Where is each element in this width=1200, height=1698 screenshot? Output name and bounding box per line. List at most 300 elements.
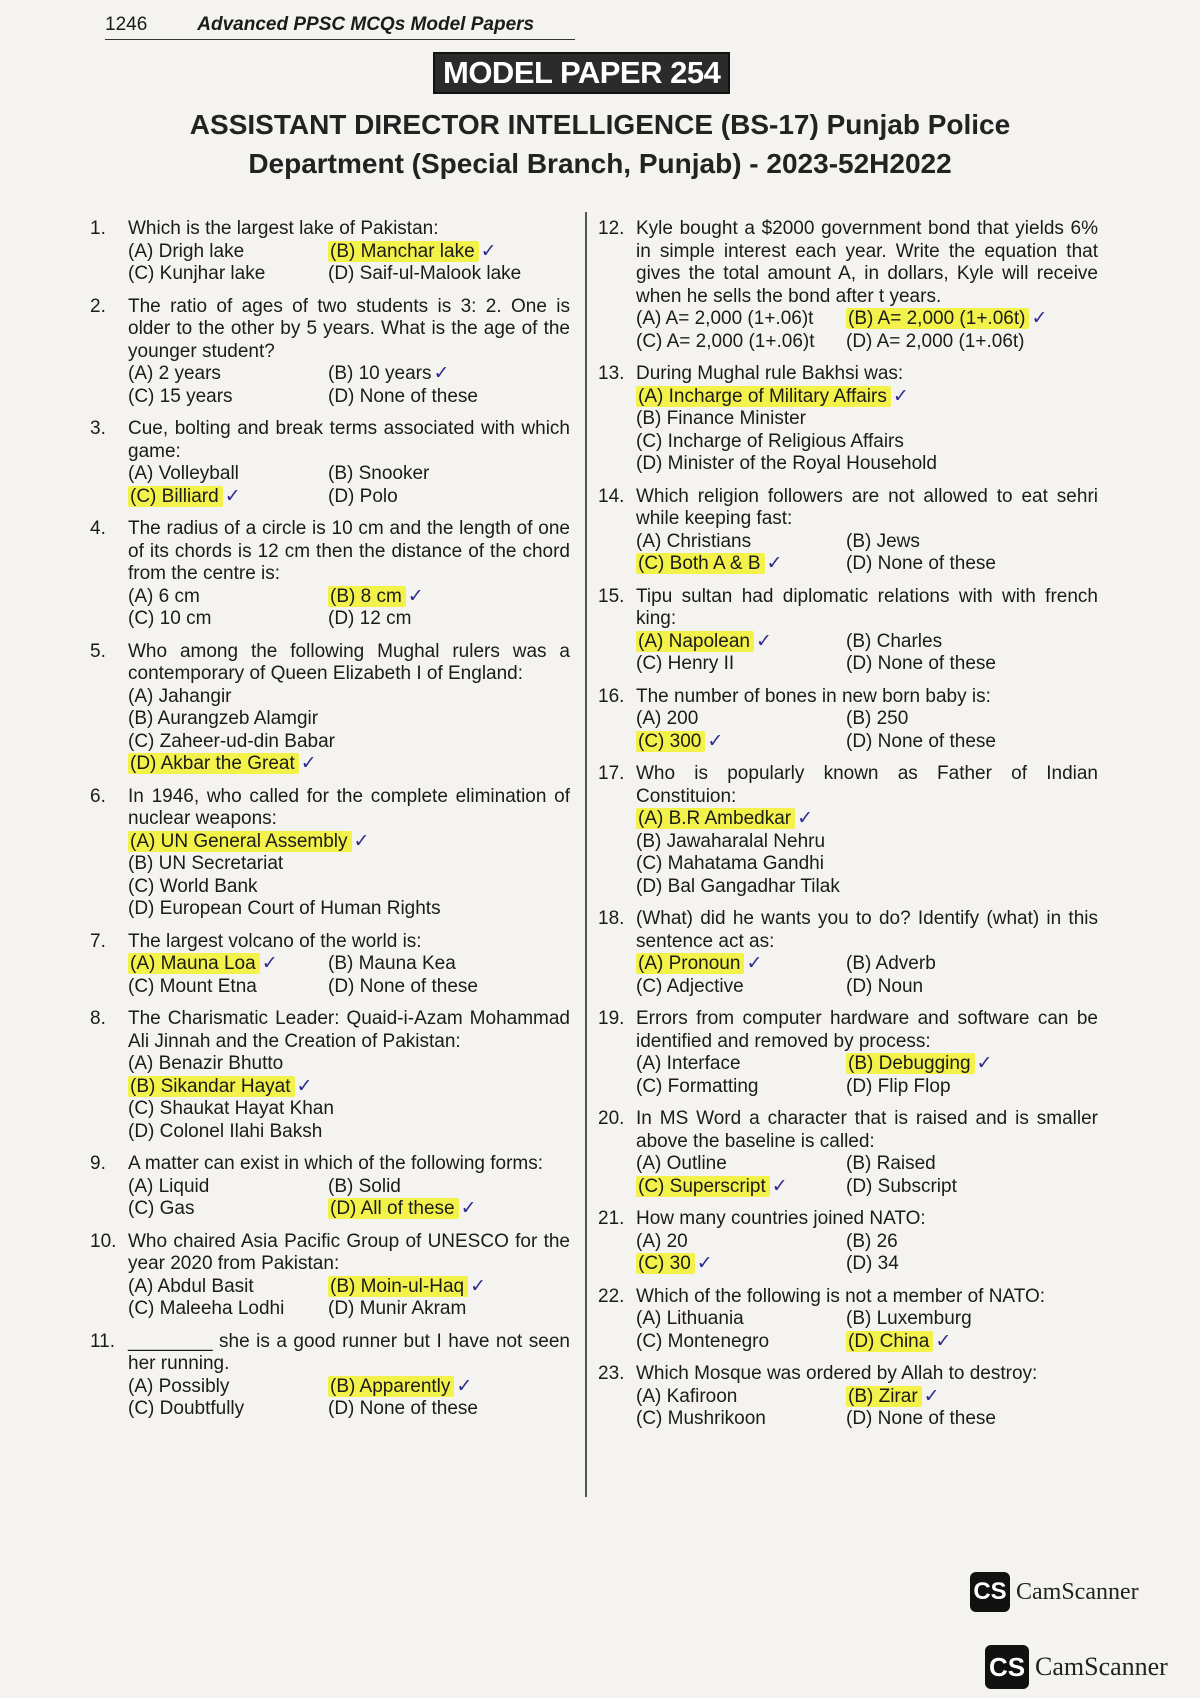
answer-option-text: (D) 12 cm [328, 608, 412, 629]
question-number: 19. [598, 1008, 625, 1029]
question-item [90, 786, 570, 921]
answer-option-text: (C) A= 2,000 (1+.06)t [636, 330, 815, 352]
answer-options [128, 1376, 570, 1421]
camscanner-watermark [970, 1572, 1139, 1612]
checkmark-icon: ✓ [407, 585, 424, 607]
answer-option [128, 898, 570, 921]
answer-option-text: (C) Superscript [636, 1176, 770, 1197]
answer-option [846, 1408, 1098, 1431]
question-item [598, 586, 1098, 676]
answer-option-marked [328, 1276, 570, 1299]
answer-options [636, 1386, 1098, 1431]
answer-options [636, 1053, 1098, 1098]
checkmark-icon: ✓ [755, 630, 772, 652]
question-item [90, 931, 570, 999]
answer-option [636, 308, 846, 331]
answer-option [128, 1276, 328, 1299]
answer-option-text: (D) Noun [846, 975, 924, 997]
answer-option-text: (D) None of these [846, 730, 996, 752]
answer-option-text: (A) Jahangir [128, 685, 232, 707]
answer-option [636, 431, 1098, 454]
answer-option-marked [636, 808, 1098, 831]
answer-option-text: (C) Shaukat Hayat Khan [128, 1098, 334, 1119]
answer-option [846, 976, 1098, 999]
answer-option [128, 1198, 328, 1221]
checkmark-icon: ✓ [261, 953, 278, 974]
answer-option-text: (D) None of these [846, 1408, 996, 1429]
answer-option [636, 976, 846, 999]
paper-title [60, 105, 1140, 183]
answer-option [846, 653, 1098, 676]
question-number: 2. [90, 295, 106, 317]
answer-option-marked [636, 1253, 846, 1276]
answer-option-text: (D) All of these [328, 1198, 459, 1219]
answer-option-text: (C) 300 [636, 731, 705, 752]
answer-option [328, 386, 570, 409]
answer-option-marked [636, 553, 846, 576]
answer-option-text: (C) Mount Etna [128, 975, 257, 997]
answer-option-text: (A) UN General Assembly [128, 831, 352, 852]
answer-option-text: (B) Charles [846, 630, 943, 652]
answer-option [128, 876, 570, 899]
answer-option [846, 1076, 1098, 1099]
answer-option-text: (D) None of these [328, 1398, 478, 1419]
question-item [90, 218, 570, 286]
answer-option-marked [636, 1176, 846, 1199]
answer-options [636, 386, 1098, 476]
answer-option-text: (C) Doubtfully [128, 1398, 245, 1419]
answer-option [846, 1176, 1098, 1199]
answer-option [636, 1231, 846, 1254]
answer-option [128, 686, 570, 709]
question-text: Kyle bought a $2000 government bond that yields 6% in simple interest each year. Write the equation that gives the total amount A, in dollars, Kyle will receive when he sells the bond after t years. [636, 218, 1098, 307]
question-number: 15. [598, 585, 625, 607]
answer-option-text: (B) Jews [846, 530, 920, 552]
answer-option [846, 1308, 1098, 1331]
answer-option-text: (A) Liquid [128, 1175, 210, 1197]
question-item [598, 686, 1098, 754]
answer-option-text: (A) Incharge of Military Affairs [636, 386, 891, 407]
answer-option [128, 708, 570, 731]
camscanner-logo-icon: CS [985, 1645, 1029, 1689]
answer-option [636, 331, 846, 354]
answer-option [636, 531, 846, 554]
checkmark-icon: ✓ [746, 953, 763, 974]
question-item [598, 1363, 1098, 1431]
answer-option-text: (D) None of these [846, 653, 996, 674]
answer-option-text: (A) B.R Ambedkar [636, 808, 795, 829]
question-number: 16. [598, 685, 625, 707]
answer-option [636, 1308, 846, 1331]
model-paper-badge: MODEL PAPER 254 [433, 52, 730, 94]
answer-option-marked [128, 953, 328, 976]
answer-option [128, 1176, 328, 1199]
camscanner-logo-icon: CS [970, 1572, 1010, 1612]
answer-option-text: (B) 250 [846, 708, 909, 729]
answer-option [328, 608, 570, 631]
left-question-column [90, 218, 570, 1431]
answer-option-marked [846, 1386, 1098, 1409]
question-item [90, 1008, 570, 1143]
answer-option-text: (C) World Bank [128, 875, 258, 897]
answer-option-marked [328, 1198, 570, 1221]
answer-option-marked [636, 386, 1098, 409]
running-header [105, 14, 575, 40]
answer-option [128, 586, 328, 609]
answer-option [128, 853, 570, 876]
answer-option [328, 976, 570, 999]
checkmark-icon: ✓ [470, 1275, 487, 1297]
question-item [598, 218, 1098, 353]
answer-option-text: (A) Pronoun [636, 953, 744, 974]
question-number: 1. [90, 218, 106, 239]
answer-options [636, 1308, 1098, 1353]
question-number: 12. [598, 218, 625, 239]
answer-option-text: (B) Luxemburg [846, 1308, 972, 1329]
answer-option-text: (B) Moin-ul-Haq [328, 1276, 468, 1297]
answer-option [846, 708, 1098, 731]
question-number: 5. [90, 640, 106, 662]
checkmark-icon: ✓ [976, 1053, 993, 1074]
answer-option [636, 1076, 846, 1099]
checkmark-icon: ✓ [1031, 308, 1048, 329]
checkmark-icon: ✓ [460, 1198, 477, 1219]
answer-option [636, 1331, 846, 1354]
answer-option-marked [328, 586, 570, 609]
question-item [90, 418, 570, 508]
question-text: Tipu sultan had diplomatic relations with with french king: [636, 585, 1098, 629]
question-item [598, 1208, 1098, 1276]
camscanner-text: CamScanner [1016, 1578, 1139, 1605]
answer-option [846, 1153, 1098, 1176]
answer-option-marked [846, 308, 1098, 331]
answer-option-text: (C) Mushrikoon [636, 1408, 766, 1429]
answer-option [636, 408, 1098, 431]
answer-option [328, 463, 570, 486]
answer-option [636, 1408, 846, 1431]
answer-option [846, 1231, 1098, 1254]
answer-option-text: (B) Jawaharalal Nehru [636, 830, 826, 852]
question-number: 21. [598, 1208, 625, 1229]
answer-option [846, 731, 1098, 754]
answer-options [636, 631, 1098, 676]
answer-option [636, 853, 1098, 876]
question-item [90, 1331, 570, 1421]
answer-option-text: (B) 8 cm [328, 586, 406, 607]
answer-options [636, 1153, 1098, 1198]
question-text: The largest volcano of the world is: [128, 930, 422, 952]
answer-option [128, 1121, 570, 1144]
answer-options [128, 1276, 570, 1321]
question-text: Cue, bolting and break terms associated with which game: [128, 418, 570, 462]
question-number: 9. [90, 1153, 106, 1174]
answer-option-text: (D) Flip Flop [846, 1075, 951, 1097]
answer-option-text: (D) None of these [846, 553, 996, 574]
answer-option-text: (D) China [846, 1331, 933, 1352]
answer-options [636, 308, 1098, 353]
camscanner-text: CamScanner [1035, 1652, 1168, 1681]
answer-option-text: (D) Minister of the Royal Household [636, 453, 937, 474]
answer-option-text: (A) 6 cm [128, 585, 200, 607]
answer-option-text: (B) Debugging [846, 1053, 975, 1074]
question-text: Who among the following Mughal rulers was a contemporary of Queen Elizabeth I of England: [128, 640, 570, 684]
answer-option-text: (C) Adjective [636, 975, 744, 997]
question-text: The ratio of ages of two students is 3: 2. One is older to the other by 5 years. What is the age of the younger student? [128, 295, 570, 362]
question-number: 3. [90, 418, 106, 439]
question-item [598, 1008, 1098, 1098]
answer-options [128, 241, 570, 286]
answer-option-text: (A) Kafiroon [636, 1385, 738, 1407]
answer-option-marked [636, 953, 846, 976]
answer-option-text: (D) Bal Gangadhar Tilak [636, 875, 840, 897]
checkmark-icon: ✓ [433, 363, 450, 384]
question-text: In 1946, who called for the complete elimination of nuclear weapons: [128, 785, 570, 829]
answer-option [636, 831, 1098, 854]
answer-option-text: (B) 26 [846, 1230, 898, 1252]
answer-option-text: (D) None of these [328, 385, 478, 407]
checkmark-icon: ✓ [480, 240, 497, 262]
question-number: 23. [598, 1363, 625, 1384]
answer-option [128, 1298, 328, 1321]
answer-option-text: (C) Incharge of Religious Affairs [636, 430, 904, 452]
answer-option [128, 608, 328, 631]
answer-option-marked [846, 1331, 1098, 1354]
answer-option-text: (C) Henry II [636, 653, 735, 674]
question-item [598, 763, 1098, 898]
checkmark-icon: ✓ [696, 1253, 713, 1274]
question-item [598, 363, 1098, 476]
paper-title-line-2: Department (Special Branch, Punjab) - 2023-52H2022 [248, 148, 952, 179]
answer-options [636, 1231, 1098, 1276]
answer-option [328, 263, 570, 286]
page-number: 1246 [105, 14, 148, 35]
answer-option [636, 453, 1098, 476]
answer-option-text: (A) 20 [636, 1230, 688, 1252]
answer-option-text: (D) Colonel Ilahi Baksh [128, 1120, 323, 1142]
answer-option [636, 876, 1098, 899]
answer-options [128, 831, 570, 921]
column-divider [585, 212, 587, 1497]
answer-option [846, 1253, 1098, 1276]
answer-option-marked [328, 363, 570, 386]
answer-option-text: (A) Abdul Basit [128, 1275, 254, 1297]
question-number: 4. [90, 518, 106, 539]
answer-option-text: (B) Manchar lake [328, 241, 479, 262]
question-text: The Charismatic Leader: Quaid-i-Azam Mohammad Ali Jinnah and the Creation of Pakistan: [128, 1008, 570, 1052]
answer-option [328, 1298, 570, 1321]
checkmark-icon: ✓ [456, 1375, 473, 1397]
answer-option-text: (A) Interface [636, 1053, 741, 1074]
right-question-column [598, 218, 1098, 1441]
answer-option-marked [328, 1376, 570, 1399]
question-item [90, 1231, 570, 1321]
answer-option-marked [636, 731, 846, 754]
answer-option-text: (B) 10 years [328, 363, 432, 384]
answer-option-text: (C) Gas [128, 1198, 195, 1219]
answer-option-text: (B) Solid [328, 1175, 401, 1197]
answer-option [846, 631, 1098, 654]
question-number: 18. [598, 908, 625, 929]
checkmark-icon: ✓ [707, 730, 724, 752]
answer-option-text: (A) Lithuania [636, 1308, 744, 1329]
answer-option-text: (B) UN Secretariat [128, 853, 284, 874]
answer-options [128, 1053, 570, 1143]
answer-option [636, 1153, 846, 1176]
question-text: Which Mosque was ordered by Allah to destroy: [636, 1363, 1038, 1384]
answer-option [128, 976, 328, 999]
checkmark-icon: ✓ [797, 808, 814, 829]
answer-option [846, 553, 1098, 576]
checkmark-icon: ✓ [224, 485, 241, 507]
question-text: Which of the following is not a member of NATO: [636, 1285, 1046, 1307]
book-title: Advanced PPSC MCQs Model Papers [197, 14, 535, 35]
answer-option-text: (A) Volleyball [128, 463, 239, 484]
answer-option [128, 263, 328, 286]
answer-options [636, 953, 1098, 998]
answer-option [328, 486, 570, 509]
answer-option-text: (A) 2 years [128, 363, 221, 384]
answer-option-text: (C) Maleeha Lodhi [128, 1298, 285, 1319]
camscanner-watermark [985, 1645, 1168, 1689]
answer-option-text: (C) 30 [636, 1253, 695, 1274]
answer-options [128, 1176, 570, 1221]
question-text: Errors from computer hardware and software can be identified and removed by process: [636, 1008, 1098, 1052]
answer-options [128, 686, 570, 776]
answer-option-marked [128, 753, 570, 776]
answer-option-marked [128, 831, 570, 854]
answer-option [846, 531, 1098, 554]
answer-option [128, 1098, 570, 1121]
question-item [90, 518, 570, 631]
answer-option [128, 1376, 328, 1399]
answer-options [128, 463, 570, 508]
answer-option-text: (D) Munir Akram [328, 1298, 467, 1319]
question-text: Which is the largest lake of Pakistan: [128, 218, 439, 239]
answer-option-text: (C) Both A & B [636, 553, 765, 574]
answer-option [328, 953, 570, 976]
question-number: 22. [598, 1285, 625, 1307]
answer-options [636, 808, 1098, 898]
question-number: 17. [598, 763, 625, 784]
answer-option-text: (A) Benazir Bhutto [128, 1053, 284, 1074]
answer-option [128, 241, 328, 264]
answer-option-text: (A) Mauna Loa [128, 953, 260, 974]
answer-option [636, 1386, 846, 1409]
answer-option-text: (D) 34 [846, 1253, 899, 1274]
checkmark-icon: ✓ [353, 830, 370, 852]
answer-options [128, 586, 570, 631]
answer-option-text: (B) Adverb [846, 953, 936, 974]
checkmark-icon: ✓ [935, 1330, 952, 1352]
answer-option-text: (B) Finance Minister [636, 408, 806, 429]
answer-option-text: (D) Polo [328, 485, 398, 507]
question-number: 8. [90, 1008, 106, 1029]
question-item [90, 641, 570, 776]
question-text: ________ she is a good runner but I have not seen her running. [128, 1330, 570, 1374]
question-text: The number of bones in new born baby is: [636, 685, 991, 707]
answer-option-text: (B) Apparently [328, 1376, 454, 1397]
answer-option [128, 386, 328, 409]
answer-option [846, 331, 1098, 354]
answer-option-marked [128, 486, 328, 509]
answer-option-text: (A) Possibly [128, 1375, 230, 1397]
answer-option [328, 1398, 570, 1421]
answer-option-text: (C) Billiard [128, 486, 223, 507]
answer-option [636, 653, 846, 676]
question-text: A matter can exist in which of the following forms: [128, 1153, 544, 1174]
question-number: 10. [90, 1230, 117, 1252]
answer-option [128, 463, 328, 486]
answer-option-text: (B) Aurangzeb Alamgir [128, 708, 319, 729]
question-text: (What) did he wants you to do? Identify (what) in this sentence act as: [636, 908, 1098, 952]
checkmark-icon: ✓ [771, 1175, 788, 1197]
question-text: Who is popularly known as Father of Indian Constituion: [636, 763, 1098, 807]
question-text: Who chaired Asia Pacific Group of UNESCO for the year 2020 from Pakistan: [128, 1230, 570, 1274]
checkmark-icon: ✓ [923, 1385, 940, 1407]
answer-option-text: (D) European Court of Human Rights [128, 898, 441, 919]
question-text: How many countries joined NATO: [636, 1208, 926, 1229]
checkmark-icon: ✓ [296, 1075, 313, 1097]
answer-option-text: (C) 10 cm [128, 608, 212, 629]
checkmark-icon: ✓ [892, 385, 909, 407]
answer-option [636, 708, 846, 731]
answer-option-text: (A) A= 2,000 (1+.06)t [636, 308, 814, 329]
answer-options [636, 531, 1098, 576]
question-item [598, 908, 1098, 998]
answer-option-text: (C) Mahatama Gandhi [636, 853, 824, 874]
answer-option-text: (D) A= 2,000 (1+.06t) [846, 330, 1025, 352]
answer-option-marked [846, 1053, 1098, 1076]
answer-option-text: (B) Mauna Kea [328, 953, 456, 974]
paper-title-line-1: ASSISTANT DIRECTOR INTELLIGENCE (BS-17) Punjab Police [189, 109, 1011, 140]
answer-option-text: (C) Montenegro [636, 1330, 770, 1352]
answer-option-marked [128, 1076, 570, 1099]
answer-option-text: (B) Snooker [328, 463, 430, 484]
question-item [598, 486, 1098, 576]
answer-option-text: (D) Akbar the Great [128, 753, 299, 774]
answer-options [128, 363, 570, 408]
question-text: The radius of a circle is 10 cm and the length of one of its chords is 12 cm then the distance of the chord from the centre is: [128, 518, 570, 584]
answer-option [128, 731, 570, 754]
answer-option-text: (C) Zaheer-ud-din Babar [128, 730, 335, 752]
answer-option [128, 1398, 328, 1421]
checkmark-icon: ✓ [300, 753, 317, 774]
answer-option-marked [636, 631, 846, 654]
answer-option-marked [328, 241, 570, 264]
question-number: 6. [90, 785, 106, 807]
answer-option-text: (A) Christians [636, 530, 752, 552]
answer-options [636, 708, 1098, 753]
answer-option-text: (C) Kunjhar lake [128, 263, 266, 284]
answer-option-text: (A) Drigh lake [128, 240, 245, 262]
question-number: 7. [90, 930, 106, 952]
answer-option [128, 1053, 570, 1076]
answer-option-text: (B) A= 2,000 (1+.06t) [846, 308, 1029, 329]
answer-option-text: (C) Formatting [636, 1075, 759, 1097]
question-text: In MS Word a character that is raised and is smaller above the baseline is called: [636, 1108, 1098, 1152]
answer-option-text: (B) Raised [846, 1153, 936, 1174]
question-number: 14. [598, 485, 625, 507]
answer-option-text: (B) Zirar [846, 1386, 922, 1407]
answer-option-text: (A) 200 [636, 708, 699, 729]
question-text: During Mughal rule Bakhsi was: [636, 363, 904, 384]
question-number: 13. [598, 363, 625, 384]
answer-option [128, 363, 328, 386]
question-item [90, 1153, 570, 1221]
answer-option-text: (C) 15 years [128, 385, 233, 407]
answer-option [636, 1053, 846, 1076]
question-number: 20. [598, 1108, 625, 1129]
